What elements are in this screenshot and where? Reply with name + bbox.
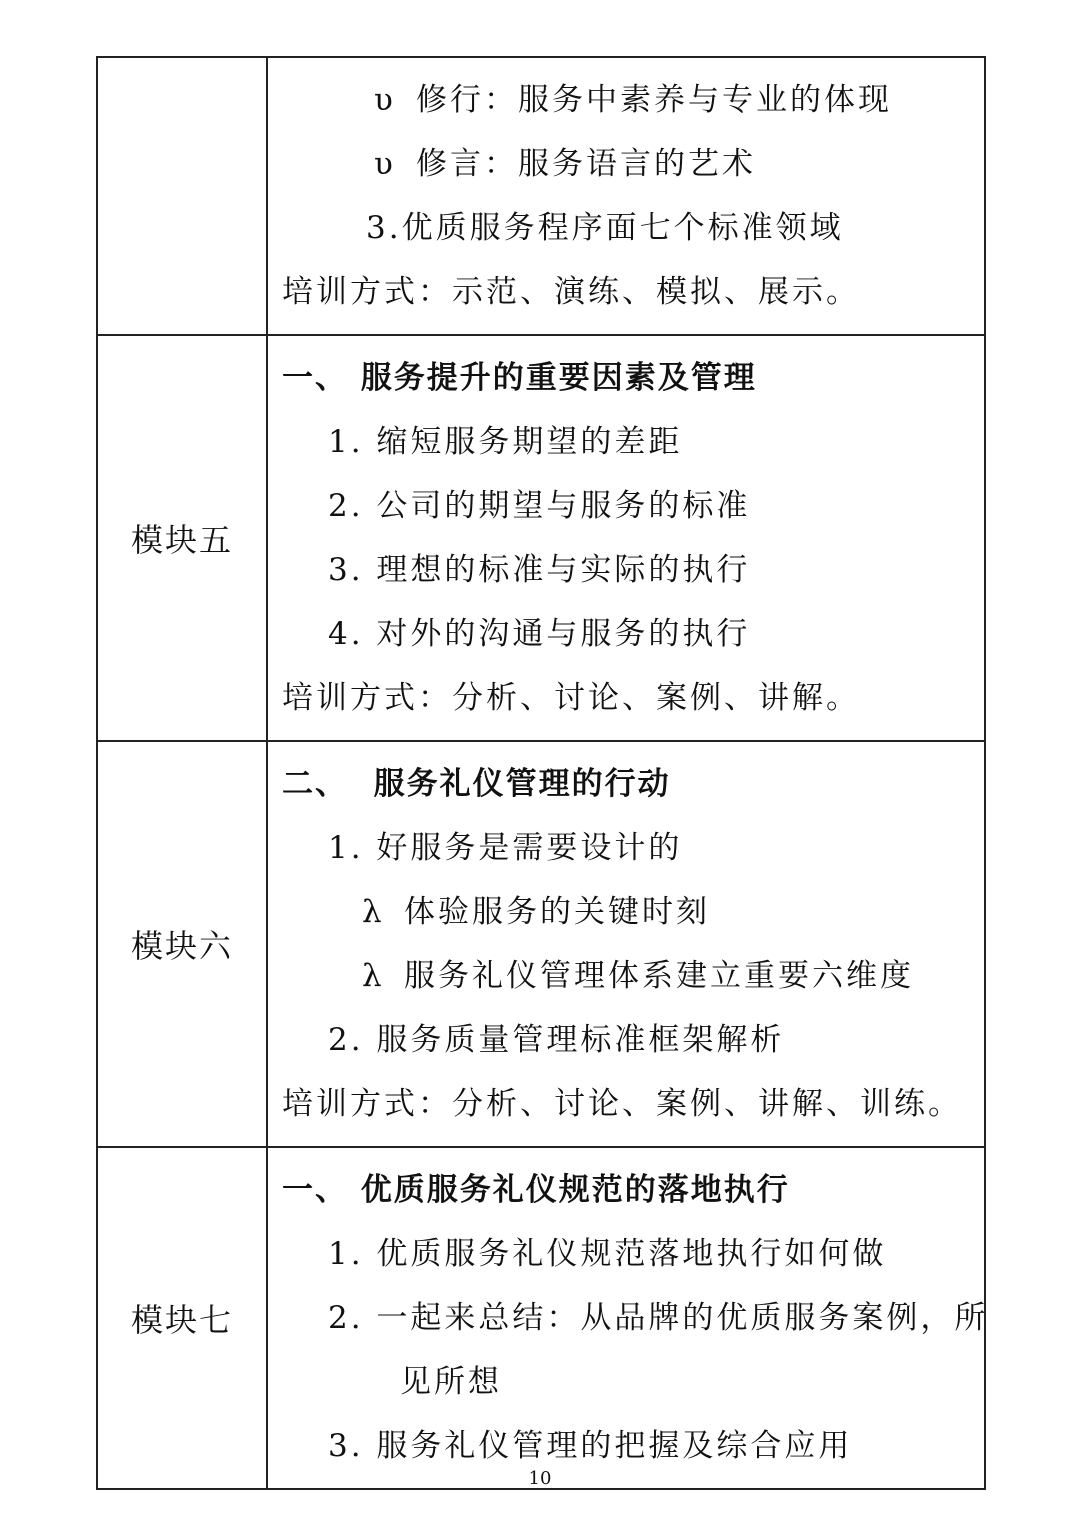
list-item	[282, 944, 984, 1008]
training-method: 培训方式：分析、讨论、案例、讲解。	[282, 680, 860, 716]
bullet-marker: υ	[374, 82, 396, 118]
section-heading: 一、 服务提升的重要因素及管理	[282, 360, 757, 396]
list-item: 2. 公司的期望与服务的标准	[328, 488, 751, 524]
page-number: 10	[528, 1468, 552, 1489]
module-label-cell	[98, 58, 268, 334]
table-row	[98, 58, 984, 336]
list-item: 3. 服务礼仪管理的把握及综合应用	[328, 1428, 853, 1464]
module-content-cell	[268, 58, 984, 334]
list-item-text: 修言：服务语言的艺术	[416, 146, 756, 182]
list-item	[282, 68, 984, 132]
list-item	[282, 132, 984, 196]
module-content-cell	[268, 1148, 988, 1488]
bullet-marker: λ	[362, 958, 385, 994]
table-row	[98, 742, 984, 1148]
table-row	[98, 1148, 989, 1490]
module-label-cell: 模块七	[98, 1148, 268, 1488]
list-item: 1. 好服务是需要设计的	[328, 830, 683, 866]
table-row	[98, 336, 984, 742]
list-item	[282, 880, 984, 944]
bullet-marker: υ	[374, 146, 396, 182]
list-item-continuation: 见所想	[400, 1364, 502, 1400]
list-item-text: 服务礼仪管理体系建立重要六维度	[404, 958, 914, 994]
list-item: 1. 缩短服务期望的差距	[328, 424, 683, 460]
training-method: 培训方式：分析、讨论、案例、讲解、训练。	[282, 1086, 962, 1122]
list-item: 1. 优质服务礼仪规范落地执行如何做	[328, 1236, 887, 1272]
training-method: 培训方式：示范、演练、模拟、展示。	[282, 274, 860, 310]
module-content-cell	[268, 336, 984, 740]
module-content-cell	[268, 742, 984, 1146]
list-item: 2. 一起来总结：从品牌的优质服务案例，所	[328, 1300, 989, 1336]
list-item: 2. 服务质量管理标准框架解析	[328, 1022, 785, 1058]
section-heading: 二、 服务礼仪管理的行动	[282, 766, 671, 802]
list-item: 4. 对外的沟通与服务的执行	[328, 616, 751, 652]
list-item: 3.优质服务程序面七个标准领域	[366, 210, 844, 246]
module-label-cell: 模块五	[98, 336, 268, 740]
module-label-cell: 模块六	[98, 742, 268, 1146]
list-item-text: 修行：服务中素养与专业的体现	[416, 82, 892, 118]
list-item-text: 体验服务的关键时刻	[404, 894, 710, 930]
bullet-marker: λ	[362, 894, 385, 930]
course-module-table	[96, 56, 989, 1490]
list-item: 3. 理想的标准与实际的执行	[328, 552, 751, 588]
section-heading: 一、 优质服务礼仪规范的落地执行	[282, 1172, 790, 1208]
